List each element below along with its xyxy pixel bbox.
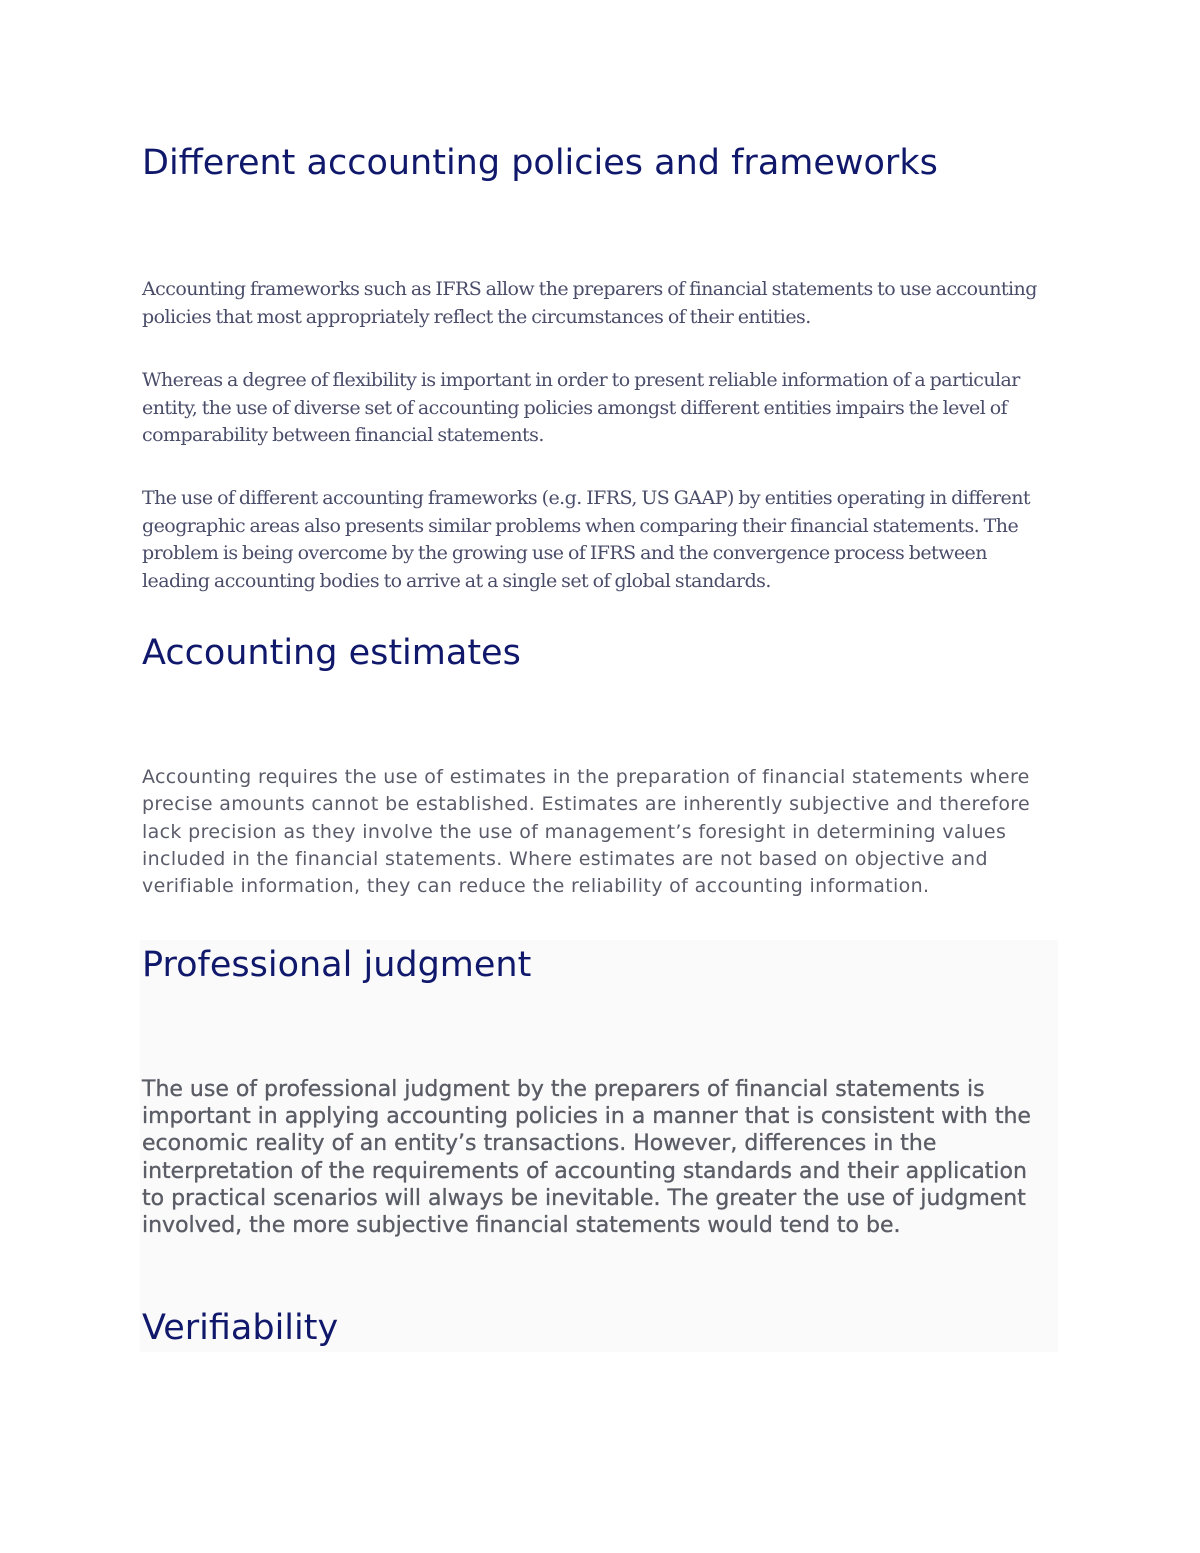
paragraph-professional-judgment: The use of professional judgment by the preparers of financial statements is important in applying accounting policies in a manner that is consistent with the economic reality of an entity’s transactions. However, differences in the interpretation of the requirements of accounting standards and their application to practical scenarios will always be inevitable. The greater the use of judgment involved, the more subjective financial statements would tend to be. (142, 1077, 1031, 1239)
heading-professional-judgment: Professional judgment (142, 945, 532, 985)
heading-frameworks: Different accounting policies and frameworks (142, 143, 938, 183)
heading-estimates: Accounting estimates (142, 633, 521, 673)
paragraph-frameworks-3: The use of different accounting frameworks (e.g. IFRS, US GAAP) by entities operating in different geographic areas also presents similar problems when comparing their financial statements. The problem is being overcome by the growing use of IFRS and the convergence process between leading accounting bodies to arrive at a single set of global standards. (142, 487, 1030, 592)
paragraph-estimates: Accounting requires the use of estimates in the preparation of financial statements where precise amounts cannot be established. Estimates are inherently subjective and therefore lack precision as they involve the use of management’s foresight in determining values included in the financial statements. Where estimates are not based on objective and verifiable information, they can reduce the reliability of accounting information. (142, 766, 1031, 898)
paragraph-frameworks-2: Whereas a degree of flexibility is important in order to present reliable information of a particular entity, the use of diverse set of accounting policies amongst different entities impairs the level of comparability between financial statements. (142, 369, 1020, 446)
paragraph-frameworks-1: Accounting frameworks such as IFRS allow the preparers of financial statements to use accounting policies that most appropriately reflect the circumstances of their entities. (142, 278, 1037, 328)
heading-verifiability: Verifiability (142, 1308, 339, 1348)
